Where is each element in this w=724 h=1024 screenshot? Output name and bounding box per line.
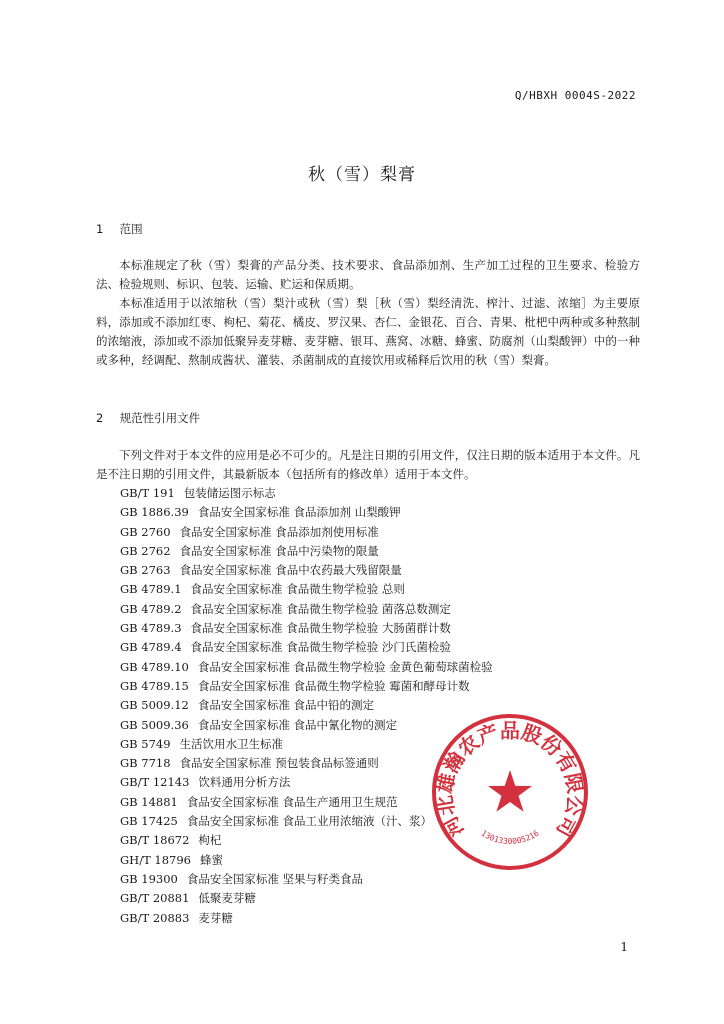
document-code: Q/HBXH 0004S-2022: [514, 89, 636, 102]
reference-item: [120, 580, 493, 599]
reference-title: 枸杞: [198, 833, 222, 848]
reference-code: GB 4789.1: [120, 582, 182, 597]
page-number: 1: [620, 940, 628, 954]
reference-code: GB 17425: [120, 814, 178, 829]
reference-title: 食品安全国家标准 食品工业用浓缩液（汁、浆）: [186, 814, 433, 829]
reference-code: GB 4789.2: [120, 601, 182, 616]
references-intro-paragraph: 下列文件对于本文件的应用是必不可少的。凡是注日期的引用文件，仅注日期的版本适用于本文件。凡是不注日期的引用文件，其最新版本（包括所有的修改单）适用于本文件。: [96, 448, 640, 481]
seal-company-name: 河北雄瀚农产品股份有限公司: [432, 718, 588, 842]
reference-title: 食品安全国家标准 食品微生物学检验 总则: [190, 582, 405, 597]
reference-title: 食品安全国家标准 食品中铅的测定: [197, 698, 375, 713]
reference-code: GB 2760: [120, 524, 171, 539]
reference-title: 饮料通用分析方法: [198, 775, 291, 790]
reference-item: [120, 909, 493, 928]
section-number: 2: [96, 411, 104, 425]
reference-item: [120, 658, 493, 677]
reference-title: 食品安全国家标准 食品微生物学检验 霉菌和酵母计数: [197, 678, 470, 693]
reference-item: [120, 600, 493, 619]
reference-code: GB 1886.39: [120, 505, 189, 520]
reference-item: [120, 484, 493, 503]
reference-code: GB 4789.10: [120, 659, 189, 674]
reference-code: GH/T 18796: [120, 852, 191, 867]
section-title: 范围: [119, 222, 143, 236]
reference-code: GB 14881: [120, 794, 178, 809]
reference-title: 食品安全国家标准 食品添加剂使用标准: [179, 524, 379, 539]
reference-title: 生活饮用水卫生标准: [179, 736, 284, 751]
reference-code: GB/T 20883: [120, 910, 190, 925]
reference-title: 食品安全国家标准 食品微生物学检验 菌落总数测定: [190, 601, 451, 616]
reference-title: 食品安全国家标准 坚果与籽类食品: [186, 871, 364, 886]
reference-code: GB/T 12143: [120, 775, 190, 790]
reference-title: 麦芽糖: [198, 910, 233, 925]
reference-item: [120, 561, 493, 580]
reference-title: 食品安全国家标准 食品中氰化物的测定: [197, 717, 398, 732]
reference-item: [120, 503, 493, 522]
reference-title: 食品安全国家标准 食品中污染物的限量: [179, 543, 379, 558]
reference-title: 食品安全国家标准 食品添加剂 山梨酸钾: [197, 505, 401, 520]
reference-code: GB 4789.3: [120, 621, 182, 636]
scope-paragraph-2: 本标准适用于以浓缩秋（雪）梨汁或秋（雪）梨［秋（雪）梨经清洗、榨汁、过滤、浓缩］为主要原料，添加或不添加红枣、枸杞、菊花、橘皮、罗汉果、杏仁、金银花、百合、青果、枇杷中两种或多种熬制的浓缩液，添加或不添加低聚异麦芽糖、麦芽糖、银耳、燕窝、冰糖、蜂蜜、防腐剂（山梨酸钾）中的一种或多种，经调配、熬制成酱状、灌装、杀菌制成的直接饮用或稀释后饮用的秋（雪）梨膏。: [96, 296, 640, 367]
reference-code: GB/T 20881: [120, 891, 190, 906]
reference-code: GB/T 191: [120, 486, 175, 500]
reference-code: GB 19300: [120, 871, 178, 886]
section-heading-references: [96, 410, 200, 426]
page-title: 秋（雪）梨膏: [308, 165, 416, 185]
company-seal: [430, 712, 590, 872]
reference-title: 食品安全国家标准 食品中农药最大残留限量: [179, 563, 402, 578]
reference-item: [120, 542, 493, 561]
seal-serial-number: 1301330005216: [479, 828, 541, 846]
reference-item: [120, 619, 493, 638]
reference-code: GB 7718: [120, 756, 171, 771]
reference-title: 蜂蜜: [200, 852, 223, 867]
reference-item: [120, 677, 493, 696]
reference-item: [120, 638, 493, 657]
section-number: 1: [96, 222, 104, 236]
reference-title: 食品安全国家标准 预包装食品标签通则: [179, 756, 379, 771]
reference-code: GB 4789.4: [120, 640, 182, 655]
reference-item: [120, 523, 493, 542]
reference-title: 食品安全国家标准 食品微生物学检验 大肠菌群计数: [190, 621, 451, 636]
reference-title: 食品安全国家标准 食品生产通用卫生规范: [186, 794, 398, 809]
reference-title: 食品安全国家标准 食品微生物学检验 金黄色葡萄球菌检验: [197, 659, 493, 674]
scope-paragraph-1: 本标准规定了秋（雪）梨膏的产品分类、技术要求、食品添加剂、生产加工过程的卫生要求、检验方法、检验规则、标识、包装、运输、贮运和保质期。: [96, 258, 640, 291]
reference-code: GB 4789.15: [120, 678, 189, 693]
reference-title: 低聚麦芽糖: [198, 891, 256, 906]
reference-item: [120, 870, 493, 889]
reference-code: GB 5009.12: [120, 698, 189, 713]
reference-code: GB 2763: [120, 563, 171, 578]
star-icon: [488, 770, 532, 812]
reference-code: GB 5749: [120, 736, 171, 751]
reference-title: 食品安全国家标准 食品微生物学检验 沙门氏菌检验: [190, 640, 451, 655]
reference-title: 包装储运图示标志: [183, 486, 276, 500]
reference-item: [120, 889, 493, 908]
reference-code: GB 5009.36: [120, 717, 189, 732]
seal-graphic: [430, 712, 590, 872]
section-title: 规范性引用文件: [119, 411, 201, 425]
reference-code: GB/T 18672: [120, 833, 190, 848]
section-heading-scope: [96, 221, 143, 237]
reference-code: GB 2762: [120, 543, 171, 558]
